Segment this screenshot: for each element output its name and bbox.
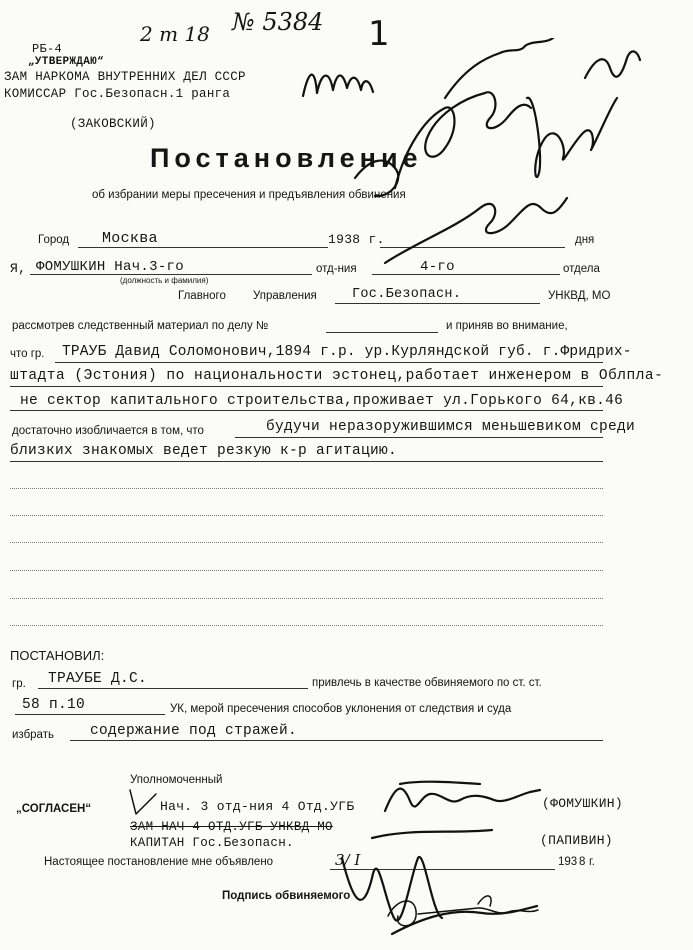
form-code: РБ-4	[32, 42, 63, 56]
handwritten-resolution	[295, 38, 675, 288]
year-digit: 8	[579, 856, 586, 868]
directorate-value: Гос.Безопасн.	[352, 287, 462, 302]
chief-signature	[380, 776, 545, 822]
chief-name: (ФОМУШКИН)	[542, 796, 624, 811]
facts-line-2: штадта (Эстония) по национальности эстонец,работает инженером в Облпла-	[10, 368, 664, 384]
facts-line-1: ТРАУБ Давид Соломонович,1894 г.р. ур.Курляндской губ. г.Фридрих-	[62, 344, 632, 360]
deputy-chief-name: (ПАПИВИН)	[540, 833, 613, 848]
document-subtitle: об избрании меры пресечения и предъявления обвинения	[92, 189, 406, 201]
approve-label: „УТВЕРЖДАЮ“	[28, 56, 104, 68]
facts-line-4: будучи неразоружившимся меньшевиком среди	[266, 419, 636, 435]
label-dept: отд-ния	[316, 263, 357, 275]
resolution-label: ПОСТАНОВИЛ:	[10, 648, 105, 663]
label-authorized: Уполномоченный	[130, 774, 223, 786]
label-that-citizen: что гр.	[10, 348, 45, 360]
deputy-commissar-name: (ЗАКОВСКИЙ)	[70, 117, 156, 131]
label-bring-charges: привлечь в качестве обвиняемого по ст. ст.	[312, 677, 542, 689]
archive-digit: 1	[368, 14, 390, 54]
label-choose: избрать	[12, 729, 54, 741]
resolution-prefix: гр.	[12, 678, 26, 690]
label-considering: и приняв во внимание,	[446, 320, 568, 332]
dept-value: 4-го	[420, 259, 455, 275]
deputy-commissar-rank: КОМИССАР Гос.Безопасн.1 ранга	[4, 87, 231, 101]
label-year-suffix: г.	[589, 856, 595, 868]
year-value: 1938 г.	[328, 232, 385, 247]
deputy-chief-position: ЗАМ НАЧ 4 ОТД.УГБ УНКВД МО	[130, 820, 333, 834]
label-accused-signature: Подпись обвиняемого	[222, 890, 351, 902]
label-directorate: Управления	[253, 290, 317, 302]
city-value: Москва	[102, 230, 158, 247]
label-unkvd: УНКВД, МО	[548, 290, 611, 302]
chief-position: Нач. 3 отд-ния 4 Отд.УГБ	[160, 799, 355, 814]
label-otdela: отдела	[563, 263, 600, 275]
article-value: 58 п.10	[22, 697, 86, 713]
label-convicted: достаточно изобличается в том, что	[12, 425, 204, 437]
officer-value: ФОМУШКИН Нач.3-го	[36, 259, 184, 275]
check-mark-icon	[126, 788, 158, 818]
label-city: Город	[38, 234, 70, 246]
label-main: Главного	[178, 290, 226, 302]
accused-signature	[378, 886, 568, 938]
document-title: Постановление	[150, 143, 423, 173]
label-reviewed: рассмотрев следственный материал по делу №	[12, 320, 269, 332]
label-measure: УК, мерой пресечения способов уклонения от следствия и суда	[170, 703, 512, 715]
officer-prefix: Я,	[10, 261, 27, 276]
measure-value: содержание под стражей.	[90, 723, 298, 739]
deputy-chief-rank: КАПИТАН Гос.Безопасн.	[130, 836, 294, 850]
position-caption: (должность и фамилия)	[120, 276, 209, 285]
archive-number: № 5384	[232, 8, 324, 36]
label-day: дня	[575, 234, 595, 246]
announced-date: 3/ I	[335, 851, 361, 869]
facts-line-3: не сектор капитального строительства,проживает ул.Горького 64,кв.46	[20, 393, 624, 409]
accused-name: ТРАУБЕ Д.С.	[48, 671, 148, 687]
deputy-commissar-title: ЗАМ НАРКОМА ВНУТРЕННИХ ДЕЛ СССР	[4, 70, 246, 84]
label-announced: Настоящее постановление мне объявлено	[44, 856, 274, 868]
label-year-prefix: 193	[558, 856, 578, 868]
facts-line-5: близких знакомых ведет резкую к-р агитацию.	[10, 443, 398, 459]
archive-volume-note: 2 т 18	[140, 22, 210, 46]
label-agreed: „СОГЛАСЕН“	[16, 803, 92, 815]
